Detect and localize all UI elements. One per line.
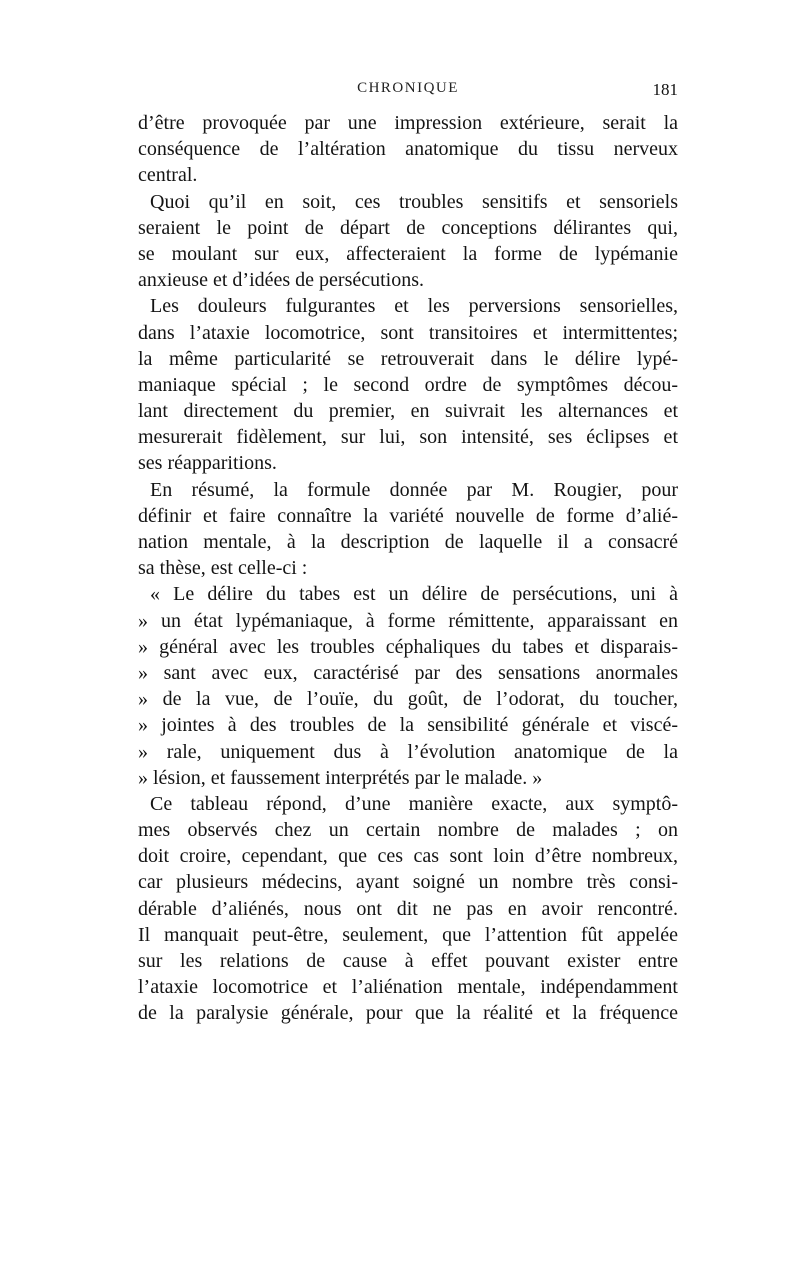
text-line: dans l’ataxie locomotrice, sont transitoires et intermittentes; (138, 321, 678, 344)
text-line: l’ataxie locomotrice et l’aliénation mentale, indépendamment (138, 976, 678, 999)
text-line: d’être provoquée par une impression extérieure, serait la (138, 112, 678, 134)
text-line: ses réapparitions. (138, 452, 277, 475)
running-title: CHRONIQUE (357, 80, 459, 96)
text-line: anxieuse et d’idées de persécutions. (138, 269, 425, 292)
text-line: » de la vue, de l’ouïe, du goût, de l’odorat, du toucher, (138, 688, 678, 711)
text-line: doit croire, cependant, que ces cas sont loin d’être nombreux, (138, 845, 678, 868)
text-line: maniaque spécial ; le second ordre de symptômes décou- (138, 373, 678, 396)
body-text (138, 110, 678, 1027)
text-line: de la paralysie générale, pour que la réalité et la fréquence (138, 1002, 678, 1025)
text-line: seraient le point de départ de conceptions délirantes qui, (138, 216, 678, 239)
text-line: » rale, uniquement dus à l’évolution anatomique de la (138, 740, 678, 763)
text-line: la même particularité se retrouverait dans le délire lypé- (138, 347, 678, 370)
text-line: mesurerait fidèlement, sur lui, son intensité, ses éclipses et (138, 426, 678, 449)
text-line: dérable d’aliénés, nous ont dit ne pas en avoir rencontré. (138, 897, 678, 920)
text-line: Les douleurs fulgurantes et les perversions sensorielles, (150, 295, 678, 318)
text-line: sur les relations de cause à effet pouvant exister entre (138, 950, 678, 972)
text-line: Ce tableau répond, d’une manière exacte, aux symptô- (150, 792, 678, 815)
text-line: sa thèse, est celle-ci : (138, 557, 308, 580)
text-line: central. (138, 164, 198, 187)
text-line: » sant avec eux, caractérisé par des sensations anormales (138, 661, 678, 684)
page-number: 181 (652, 80, 678, 99)
page-header (138, 80, 678, 106)
text-line: nation mentale, à la description de laquelle il a consacré (138, 531, 678, 553)
text-line: Il manquait peut-être, seulement, que l’attention fût appelée (138, 923, 678, 946)
text-line: mes observés chez un certain nombre de malades ; on (138, 819, 678, 842)
text-line: « Le délire du tabes est un délire de persécutions, uni à (150, 583, 678, 606)
text-line: » un état lypémaniaque, à forme rémittente, apparaissant en (138, 609, 678, 632)
text-line: car plusieurs médecins, ayant soigné un nombre très consi- (138, 871, 678, 894)
text-line: définir et faire connaître la variété nouvelle de forme d’alié- (138, 504, 678, 527)
text-line: se moulant sur eux, affecteraient la forme de lypémanie (138, 242, 678, 265)
text-line: » général avec les troubles céphaliques du tabes et disparais- (138, 635, 678, 658)
book-page (138, 80, 678, 1027)
text-line: En résumé, la formule donnée par M. Rougier, pour (150, 478, 678, 501)
text-line: conséquence de l’altération anatomique du tissu nerveux (138, 138, 678, 161)
text-line: Quoi qu’il en soit, ces troubles sensitifs et sensoriels (150, 190, 678, 213)
text-line: » lésion, et faussement interprétés par le malade. » (138, 766, 543, 789)
text-line: lant directement du premier, en suivrait les alternances et (138, 400, 678, 423)
text-line: » jointes à des troubles de la sensibilité générale et viscé- (138, 714, 678, 737)
